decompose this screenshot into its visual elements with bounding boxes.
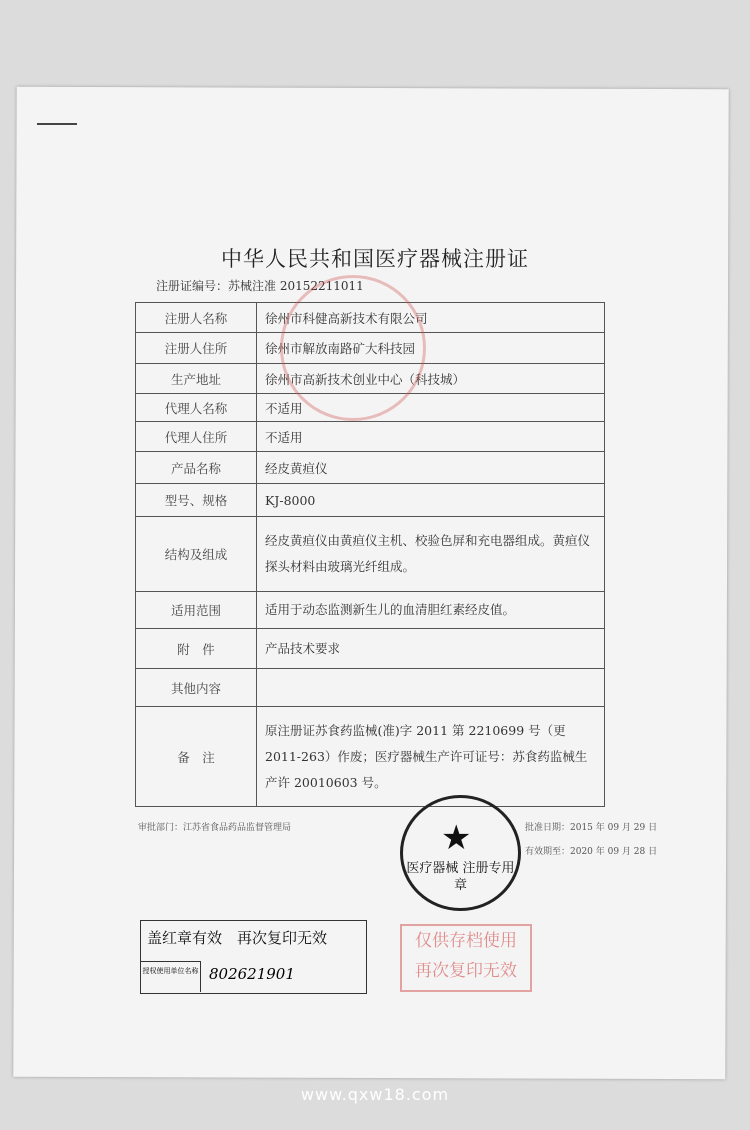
official-seal — [400, 795, 521, 911]
table-row — [136, 629, 605, 669]
table-row — [136, 592, 605, 629]
row-value: 经皮黄疸仪 — [257, 452, 605, 484]
row-label: 注册人住所 — [136, 333, 257, 364]
handwritten-number: 802621901 — [209, 965, 295, 983]
seal-text: 医疗器械 注册专用章 — [406, 861, 515, 893]
copy-notice-box — [140, 920, 367, 994]
archive-watermark — [400, 924, 532, 992]
certificate-table — [135, 302, 605, 807]
row-value: 不适用 — [257, 394, 605, 422]
row-value: KJ-8000 — [257, 484, 605, 517]
registration-number: 注册证编号：苏械注准 20152211011 — [156, 279, 364, 293]
row-value: 徐州市高新技术创业中心（科技城） — [257, 364, 605, 394]
row-label: 代理人名称 — [136, 394, 257, 422]
approval-date: 批准日期：2015 年 09 月 29 日 — [525, 823, 658, 833]
row-label: 产品名称 — [136, 452, 257, 484]
row-label: 结构及组成 — [136, 517, 257, 592]
authorized-unit-label: 授权使用单位名称 — [141, 961, 201, 992]
watermark-line: 再次复印无效 — [415, 961, 517, 981]
row-value: 产品技术要求 — [257, 629, 605, 669]
table-row — [136, 422, 605, 452]
row-label: 适用范围 — [136, 592, 257, 629]
star-icon: ★ — [441, 818, 472, 858]
row-label: 备 注 — [136, 707, 257, 807]
site-watermark: www.qxw18.com — [300, 1085, 450, 1104]
table-row — [136, 517, 605, 592]
expiry-date: 有效期至：2020 年 09 月 28 日 — [525, 847, 658, 857]
row-label: 附 件 — [136, 629, 257, 669]
table-row — [136, 669, 605, 707]
copy-notice: 盖红章有效 再次复印无效 — [147, 929, 328, 947]
row-value: 适用于动态监测新生儿的血清胆红素经皮值。 — [257, 592, 605, 629]
row-value: 徐州市科健高新技术有限公司 — [257, 303, 605, 333]
table-row — [136, 394, 605, 422]
document-title: 中华人民共和国医疗器械注册证 — [221, 247, 529, 271]
table-row — [136, 452, 605, 484]
row-value: 原注册证苏食药监械(准)字 2011 第 2210699 号（更 2011-263）作废；医疗器械生产许可证号：苏食药监械生产许 20010603 号。 — [257, 707, 605, 807]
row-label: 代理人住所 — [136, 422, 257, 452]
table-row — [136, 484, 605, 517]
row-label: 生产地址 — [136, 364, 257, 394]
pen-mark — [37, 123, 77, 125]
row-label: 注册人名称 — [136, 303, 257, 333]
row-value: 不适用 — [257, 422, 605, 452]
approver: 审批部门：江苏省食品药品监督管理局 — [138, 823, 292, 833]
row-label: 其他内容 — [136, 669, 257, 707]
table-row — [136, 707, 605, 807]
watermark-line: 仅供存档使用 — [415, 931, 517, 951]
row-value: 徐州市解放南路矿大科技园 — [257, 333, 605, 364]
table-row — [136, 364, 605, 394]
table-row — [136, 303, 605, 333]
table-row — [136, 333, 605, 364]
row-value — [257, 669, 605, 707]
row-label: 型号、规格 — [136, 484, 257, 517]
row-value: 经皮黄疸仪由黄疸仪主机、校验色屏和充电器组成。黄疸仪探头材料由玻璃光纤组成。 — [257, 517, 605, 592]
